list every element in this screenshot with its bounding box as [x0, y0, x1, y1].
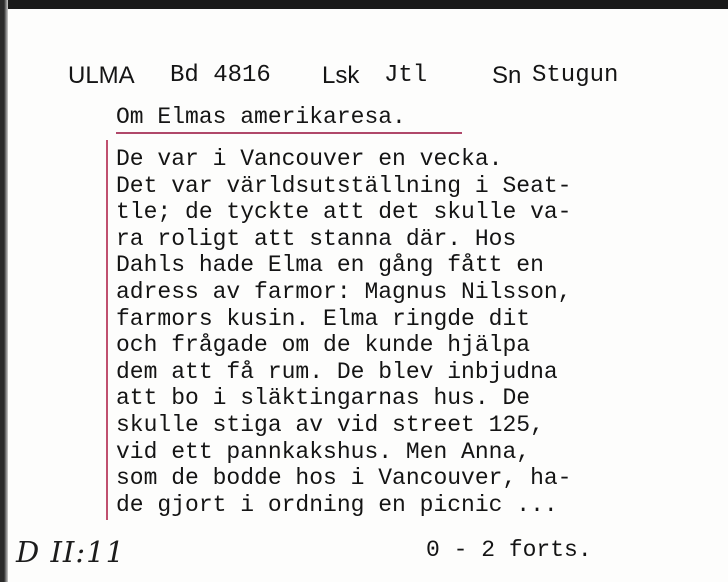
- handwritten-code: D II:11: [16, 535, 126, 569]
- margin-rule: [106, 140, 108, 520]
- body-line: och frågade om de kunde hjälpa: [116, 332, 531, 359]
- body-line: Det var världsutställning i Seat-: [116, 172, 572, 199]
- volume-number: Bd 4816: [170, 62, 271, 89]
- body-line: som de bodde hos i Vancouver, ha-: [116, 465, 572, 492]
- continuation-note: 0 - 2 forts.: [426, 537, 592, 563]
- body-line: tle; de tyckte att det skulle va-: [116, 199, 572, 226]
- body-line: de gjort i ordning en picnic ...: [116, 491, 558, 518]
- title-underline: [116, 132, 462, 134]
- body-line: skulle stiga av vid street 125,: [116, 411, 544, 438]
- region-value: Stugun: [532, 62, 619, 89]
- card-title: Om Elmas amerikaresa.: [116, 104, 406, 130]
- body-line: ra roligt att stanna där. Hos: [116, 225, 517, 252]
- body-line: Dahls hade Elma en gång fått en: [116, 252, 544, 279]
- scan-edge-top: [0, 0, 728, 9]
- region-label: Sn: [492, 62, 522, 89]
- body-line: De var i Vancouver en vecka.: [116, 146, 503, 172]
- body-line: att bo i släktingarnas hus. De: [116, 385, 531, 412]
- body-line: adress av farmor: Magnus Nilsson,: [116, 278, 572, 305]
- parish-label: Lsk: [322, 62, 360, 89]
- body-line: vid ett pannkakshus. Men Anna,: [116, 438, 531, 465]
- body-line: farmors kusin. Elma ringde dit: [116, 305, 531, 332]
- body-line: dem att få rum. De blev inbjudna: [116, 358, 558, 385]
- body-text: [116, 146, 571, 518]
- parish-value: Jtl: [384, 62, 428, 89]
- card-header: [0, 60, 728, 100]
- archive-name: ULMA: [68, 62, 135, 89]
